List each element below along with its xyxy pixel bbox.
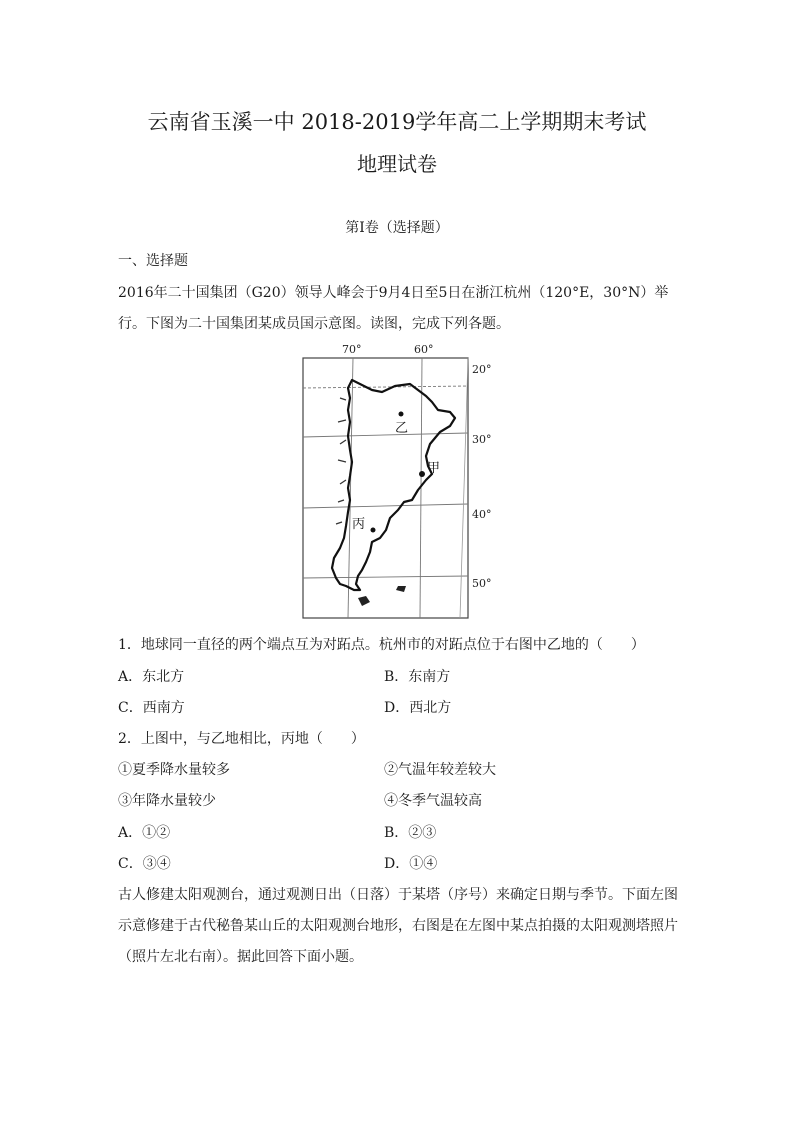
q1-stem: 1．地球同一直径的两个端点互为对跖点。杭州市的对跖点位于右图中乙地的（ ） bbox=[118, 637, 645, 653]
q2-stem: 2．上图中，与乙地相比，丙地（ ） bbox=[118, 731, 365, 747]
place-bing-dot bbox=[371, 528, 376, 533]
lon-label-70: 70° bbox=[342, 343, 362, 356]
q2-statement-1: ①夏季降水量较多 bbox=[118, 762, 230, 778]
place-bing-label: 丙 bbox=[352, 517, 366, 532]
page-subtitle: 地理试卷 bbox=[357, 152, 437, 176]
passage-line-1: 古人修建太阳观测台，通过观测日出（日落）于某塔（序号）来确定日期与季节。下面左图 bbox=[118, 887, 678, 903]
lat-line-50 bbox=[303, 576, 468, 578]
q1-option-a: A．东北方 bbox=[118, 669, 185, 685]
q2-statement-2: ②气温年较差较大 bbox=[384, 762, 496, 778]
place-jia-label: 甲 bbox=[427, 461, 441, 476]
passage-line-3: （照片左北右南）。据此回答下面小题。 bbox=[118, 949, 363, 965]
intro-line-1: 2016年二十国集团（G20）领导人峰会于9月4日至5日在浙江杭州（120°E，30°N）举 bbox=[118, 285, 669, 301]
part-heading: 一、选择题 bbox=[118, 253, 188, 269]
place-jia-dot bbox=[419, 471, 425, 477]
map-frame bbox=[303, 358, 468, 618]
coast-hatching bbox=[336, 398, 346, 524]
lat-line-20 bbox=[303, 386, 468, 388]
q2-option-d: D．①④ bbox=[384, 856, 438, 872]
q2-option-c: C．③④ bbox=[118, 856, 171, 872]
q2-option-a: A．①② bbox=[118, 825, 171, 841]
place-yi-dot bbox=[399, 412, 404, 417]
falkland-islands bbox=[396, 586, 406, 592]
tierra-del-fuego bbox=[358, 596, 370, 606]
lat-line-30 bbox=[303, 433, 468, 437]
country-map bbox=[300, 340, 500, 620]
q1-option-d: D．西北方 bbox=[384, 700, 452, 716]
intro-line-2: 行。下图为二十国集团某成员国示意图。读图，完成下列各题。 bbox=[118, 316, 510, 332]
lat-line-40 bbox=[303, 504, 468, 508]
map-edge-line bbox=[460, 358, 468, 618]
place-yi-label: 乙 bbox=[395, 421, 409, 436]
lon-label-60: 60° bbox=[414, 343, 434, 356]
lat-label-30: 30° bbox=[472, 433, 492, 446]
section-heading: 第Ⅰ卷（选择题） bbox=[345, 220, 449, 236]
page-title: 云南省玉溪一中 2018-2019学年高二上学期期末考试 bbox=[147, 110, 647, 134]
lat-label-20: 20° bbox=[472, 363, 492, 376]
passage-line-2: 示意修建于古代秘鲁某山丘的太阳观测台地形，右图是在左图中某点拍摄的太阳观测塔照片 bbox=[118, 918, 678, 934]
q2-option-b: B．②③ bbox=[384, 825, 437, 841]
q1-option-c: C．西南方 bbox=[118, 700, 185, 716]
lat-label-40: 40° bbox=[472, 508, 492, 521]
lat-label-50: 50° bbox=[472, 577, 492, 590]
q1-option-b: B．东南方 bbox=[384, 669, 451, 685]
q2-statement-3: ③年降水量较少 bbox=[118, 793, 216, 809]
q2-statement-4: ④冬季气温较高 bbox=[384, 793, 482, 809]
